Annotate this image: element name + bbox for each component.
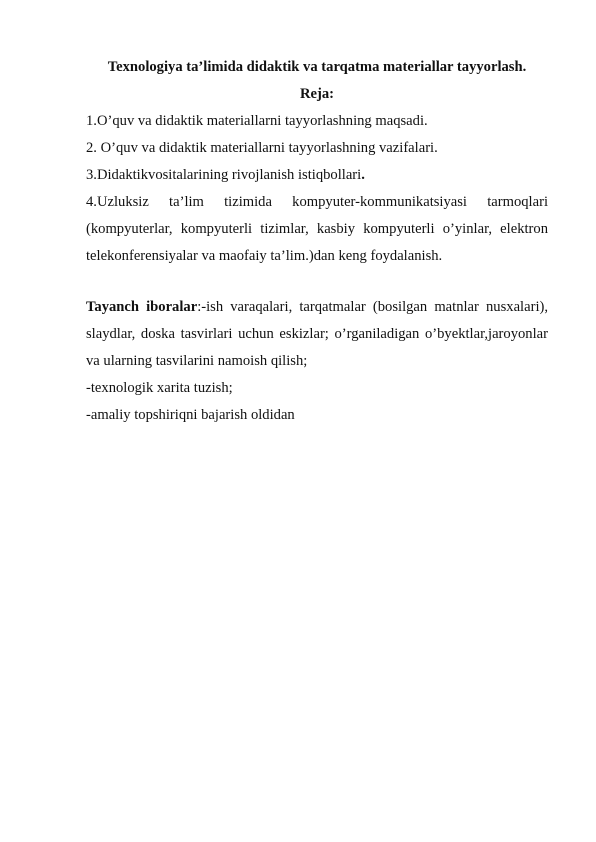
plan-heading: Reja: <box>299 86 335 102</box>
bullet-line-1: -texnologik xarita tuzish; <box>86 380 233 396</box>
keywords-text: :-ish varaqalari, tarqatmalar (bosilgan matnlar nusxalari), slaydlar, doska tasvirlari uchun eskizlar; o’rganiladigan o’byektlar,jaroyonlar va ularning tasvilarini namoish qilish; <box>86 299 549 369</box>
plan-item-1: 1.O’quv va didaktik materiallarni tayyorlashning maqsadi. <box>86 113 428 129</box>
bullet-line-2: -amaliy topshiriqni bajarish oldidan <box>86 407 295 423</box>
plan-item-3 <box>86 162 548 189</box>
keywords-paragraph <box>86 294 548 375</box>
plan-item-3-period: . <box>361 167 365 183</box>
plan-item-4: 4.Uzluksiz ta’lim tizimida kompyuter-kommunikatsiyasi tarmoqlari (kompyuterlar, kompyuterli tizimlar, kasbiy kompyuterli o’yinlar, elektron telekonferensiyalar va maofaiy ta’lim.)dan keng foydalanish. <box>86 194 548 264</box>
paragraph-spacer <box>86 270 548 294</box>
plan-item-3-text: 3.Didaktikvositalarining rivojlanish istiqbollari <box>86 167 362 183</box>
keywords-label: Tayanch iboralar <box>86 299 198 315</box>
plan-item-2: 2. O’quv va didaktik materiallarni tayyorlashning vazifalari. <box>86 140 438 156</box>
document-title: Texnologiya ta’limida didaktik va tarqatma materiallar tayyorlash. <box>107 59 527 75</box>
document-page <box>86 54 548 429</box>
